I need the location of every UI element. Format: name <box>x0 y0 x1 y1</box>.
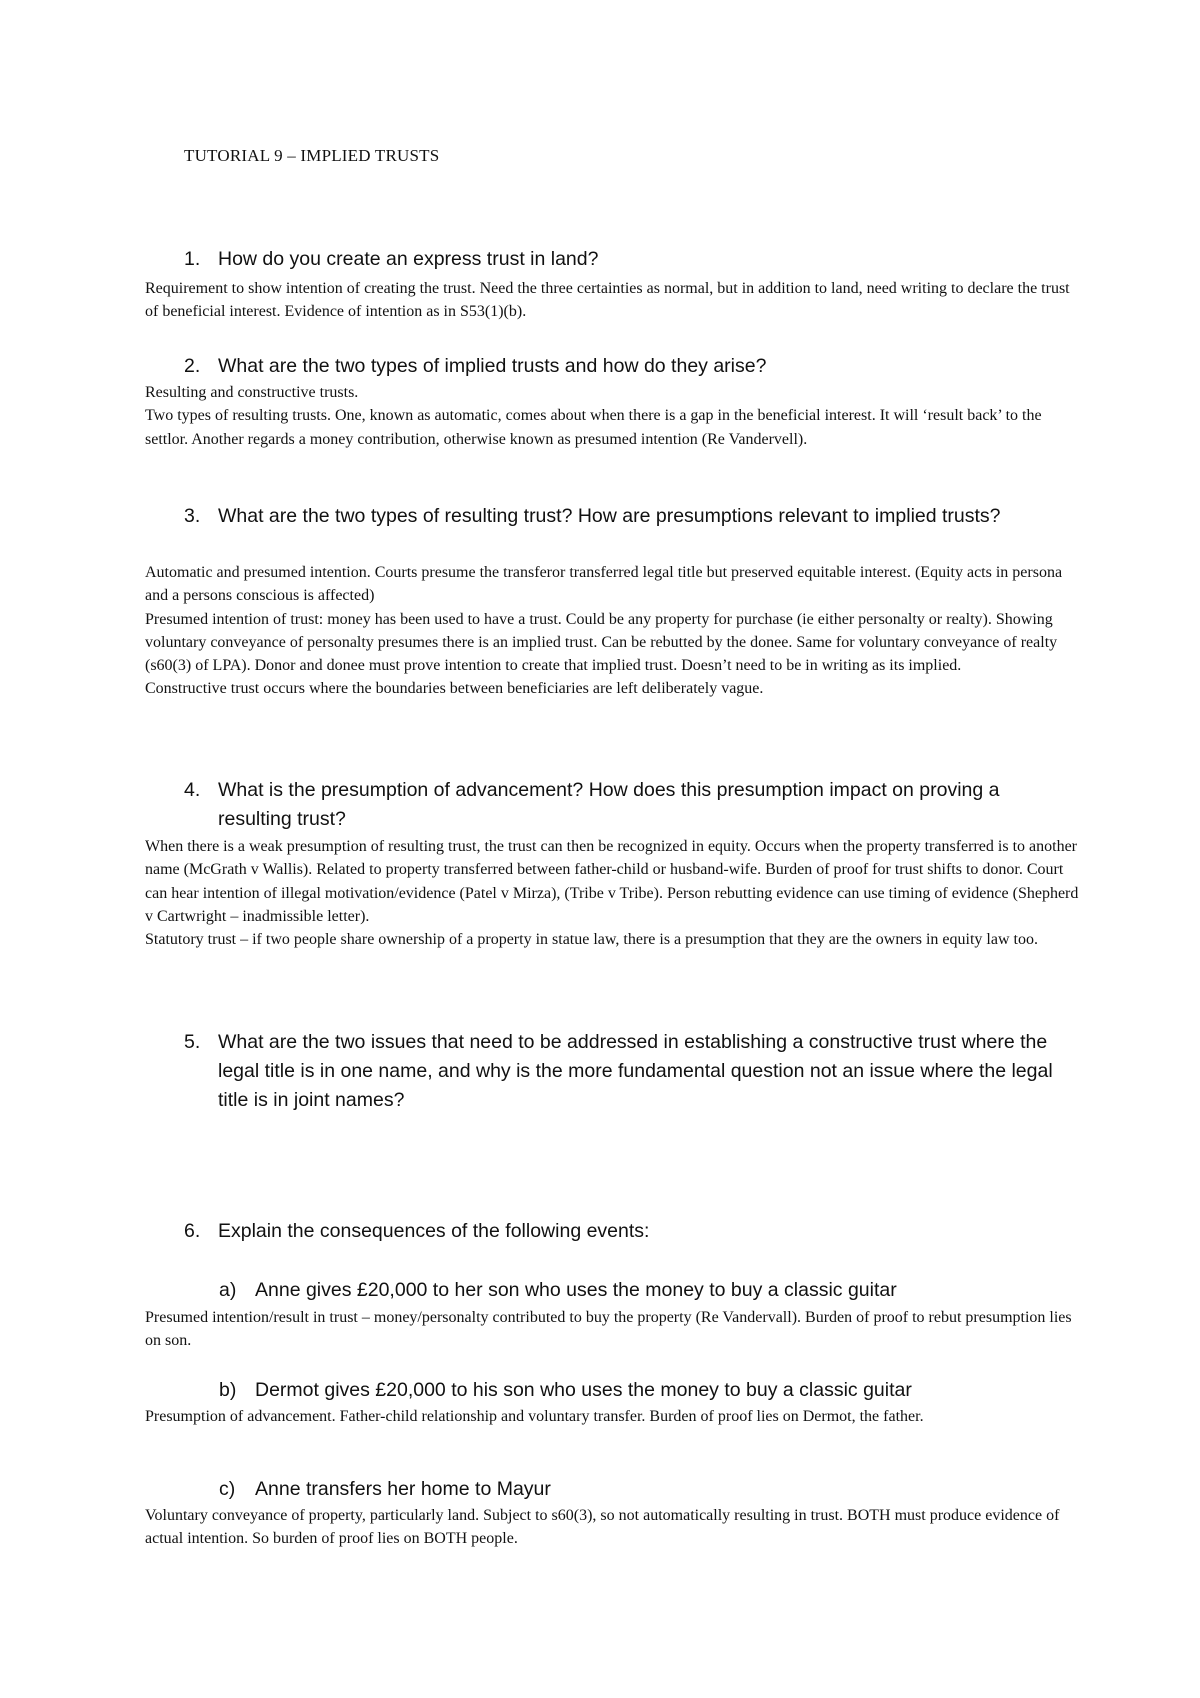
subquestion-b <box>219 1376 912 1405</box>
subquestion-letter: c) <box>219 1478 236 1500</box>
answer-paragraph: Presumption of advancement. Father-child relationship and voluntary transfer. Burden of proof lies on Dermot, the father. <box>145 1408 924 1425</box>
answer-2 <box>145 381 1080 451</box>
question-text: How do you create an express trust in land? <box>218 248 599 270</box>
answer-paragraph: Presumed intention of trust: money has been used to have a trust. Could be any property for purchase (ie either personalty or realty). Showing voluntary conveyance of personalty presumes there is an implied trust. Can be rebutted by the donee. Same for voluntary conveyance of realty (s60(3) of LPA). Donor and donee must prove intention to create that implied trust. Doesn’t need to be in writing as its implied. <box>145 610 1058 675</box>
answer-paragraph: Two types of resulting trusts. One, known as automatic, comes about when there is a gap in the beneficial interest. It will ‘result back’ to the settlor. Another regards a money contribution, otherwise known as presumed intention (Re Vandervell). <box>145 407 1042 448</box>
subquestion-letter: a) <box>219 1279 237 1301</box>
question-5 <box>184 1028 1064 1115</box>
question-number: 5. <box>184 1031 201 1053</box>
question-number: 1. <box>184 248 201 270</box>
answer-6b <box>145 1405 1080 1428</box>
answer-6c <box>145 1504 1080 1551</box>
question-1 <box>184 245 1064 274</box>
subquestion-text: Dermot gives £20,000 to his son who uses the money to buy a classic guitar <box>255 1379 912 1401</box>
answer-6a <box>145 1306 1080 1353</box>
subquestion-text: Anne gives £20,000 to her son who uses the money to buy a classic guitar <box>255 1279 897 1301</box>
question-text: What is the presumption of advancement? How does this presumption impact on proving a resulting trust? <box>218 779 1000 830</box>
answer-paragraph: Automatic and presumed intention. Courts presume the transferor transferred legal title but preserved equitable interest. (Equity acts in persona and a persons conscious is affected) <box>145 564 1063 605</box>
answer-paragraph: When there is a weak presumption of resulting trust, the trust can then be recognized in equity. Occurs when the property transferred is to another name (McGrath v Wallis). Related to property transferred between father-child or husband-wife. Burden of proof for trust shifts to donor. Court can hear intention of illegal motivation/evidence (Patel v Mirza), (Tribe v Tribe). Person rebutting evidence can use timing of evidence (Shepherd v Cartwright – inadmissible letter). <box>145 838 1079 925</box>
subquestion-letter: b) <box>219 1379 237 1401</box>
question-text: What are the two types of resulting trust? How are presumptions relevant to implied trusts? <box>218 505 1001 527</box>
question-4 <box>184 776 1064 834</box>
answer-paragraph: Voluntary conveyance of property, particularly land. Subject to s60(3), so not automatically resulting in trust. BOTH must produce evidence of actual intention. So burden of proof lies on BOTH people. <box>145 1507 1060 1548</box>
question-3 <box>184 502 1064 531</box>
answer-4 <box>145 835 1080 951</box>
subquestion-text: Anne transfers her home to Mayur <box>255 1478 551 1500</box>
question-text: What are the two issues that need to be addressed in establishing a constructive trust where the legal title is in one name, and why is the more fundamental question not an issue where the legal title is in joint names? <box>218 1031 1053 1111</box>
question-number: 3. <box>184 505 201 527</box>
document-title: TUTORIAL 9 – IMPLIED TRUSTS <box>184 146 440 165</box>
subquestion-c <box>219 1475 551 1504</box>
question-text: Explain the consequences of the following events: <box>218 1220 650 1242</box>
answer-paragraph: Requirement to show intention of creating the trust. Need the three certainties as normal, but in addition to land, need writing to declare the trust of beneficial interest. Evidence of intention as in S53(1)(b). <box>145 280 1070 321</box>
subquestion-a <box>219 1276 897 1305</box>
question-number: 6. <box>184 1220 201 1242</box>
question-number: 2. <box>184 355 201 377</box>
answer-1 <box>145 277 1080 324</box>
answer-paragraph: Constructive trust occurs where the boundaries between beneficiaries are left deliberately vague. <box>145 680 764 698</box>
answer-paragraph: Presumed intention/result in trust – money/personalty contributed to buy the property (Re Vandervall). Burden of proof to rebut presumption lies on son. <box>145 1309 1072 1350</box>
question-6 <box>184 1217 1064 1246</box>
question-text: What are the two types of implied trusts and how do they arise? <box>218 355 767 377</box>
answer-paragraph: Resulting and constructive trusts. <box>145 384 359 401</box>
question-2 <box>184 352 1064 381</box>
question-number: 4. <box>184 779 201 801</box>
answer-3 <box>145 561 1080 701</box>
answer-paragraph: Statutory trust – if two people share ownership of a property in statue law, there is a presumption that they are the owners in equity law too. <box>145 931 1038 949</box>
